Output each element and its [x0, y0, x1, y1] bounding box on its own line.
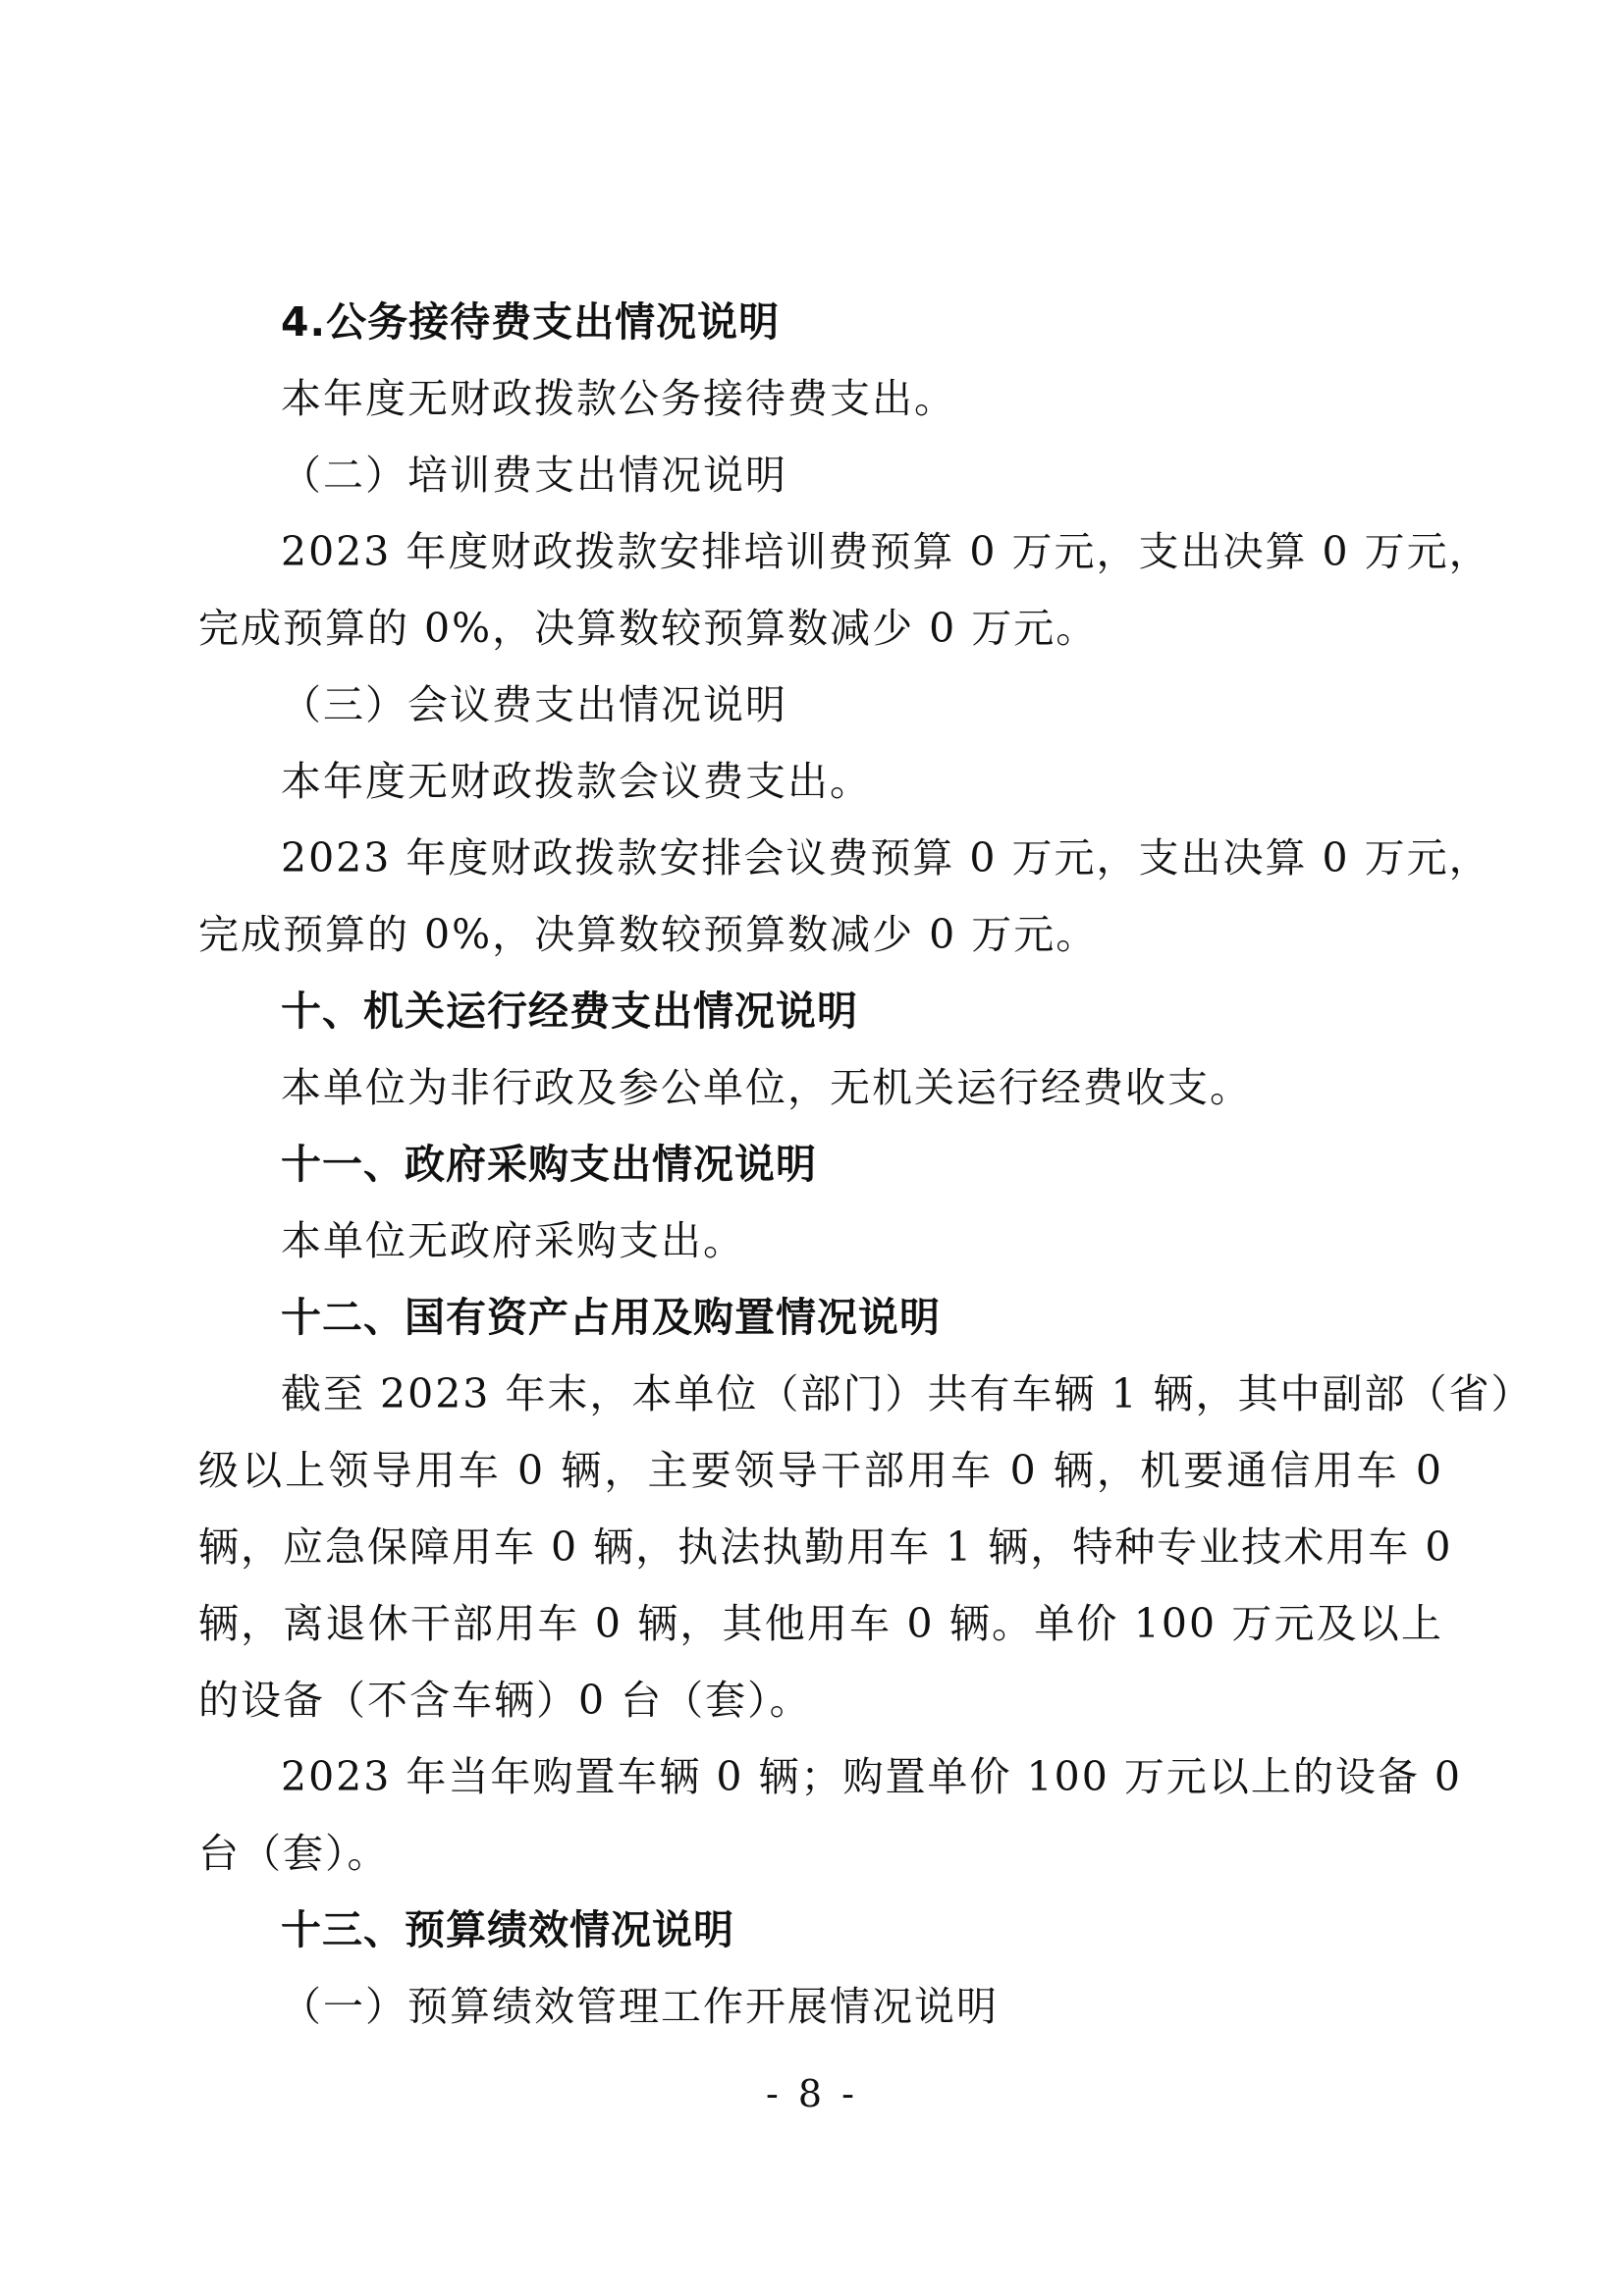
- paragraph-line: 辆，应急保障用车 0 辆，执法执勤用车 1 辆，特种专业技术用车 0: [198, 1523, 1453, 1571]
- subheading-training-expense: （二）培训费支出情况说明: [281, 452, 787, 499]
- paragraph-line: 本年度无财政拨款公务接待费支出。: [281, 375, 956, 422]
- subheading-performance-management: （一）预算绩效管理工作开展情况说明: [281, 1983, 999, 2030]
- paragraph-line: 截至 2023 年末，本单位（部门）共有车辆 1 辆，其中副部（省）: [281, 1370, 1534, 1417]
- paragraph-line: 本年度无财政拨款会议费支出。: [281, 758, 872, 805]
- heading-reception-expense: 4.公务接待费支出情况说明: [281, 298, 781, 346]
- heading-section-12: 十二、国有资产占用及购置情况说明: [281, 1294, 941, 1341]
- paragraph-line: 完成预算的 0%，决算数较预算数减少 0 万元。: [198, 911, 1099, 958]
- paragraph-line: 辆，离退休干部用车 0 辆，其他用车 0 辆。单价 100 万元及以上: [198, 1600, 1443, 1647]
- paragraph-line: 本单位无政府采购支出。: [281, 1217, 745, 1264]
- paragraph-line: 本单位为非行政及参公单位，无机关运行经费收支。: [281, 1064, 1252, 1111]
- paragraph-line: 台（套）。: [198, 1830, 390, 1877]
- paragraph-line: 完成预算的 0%，决算数较预算数减少 0 万元。: [198, 605, 1099, 652]
- paragraph-line: 2023 年当年购置车辆 0 辆；购置单价 100 万元以上的设备 0: [281, 1753, 1462, 1800]
- heading-section-11: 十一、政府采购支出情况说明: [281, 1141, 817, 1188]
- paragraph-line: 级以上领导用车 0 辆，主要领导干部用车 0 辆，机要通信用车 0: [198, 1447, 1443, 1494]
- page-number: - 8 -: [765, 2072, 858, 2115]
- paragraph-line: 2023 年度财政拨款安排培训费预算 0 万元，支出决算 0 万元，: [281, 528, 1491, 575]
- paragraph-line: 的设备（不含车辆）0 台（套）。: [198, 1677, 812, 1724]
- subheading-meeting-expense: （三）会议费支出情况说明: [281, 681, 787, 728]
- heading-section-13: 十三、预算绩效情况说明: [281, 1906, 734, 1953]
- paragraph-line: 2023 年度财政拨款安排会议费预算 0 万元，支出决算 0 万元，: [281, 834, 1491, 881]
- heading-section-10: 十、机关运行经费支出情况说明: [281, 988, 858, 1035]
